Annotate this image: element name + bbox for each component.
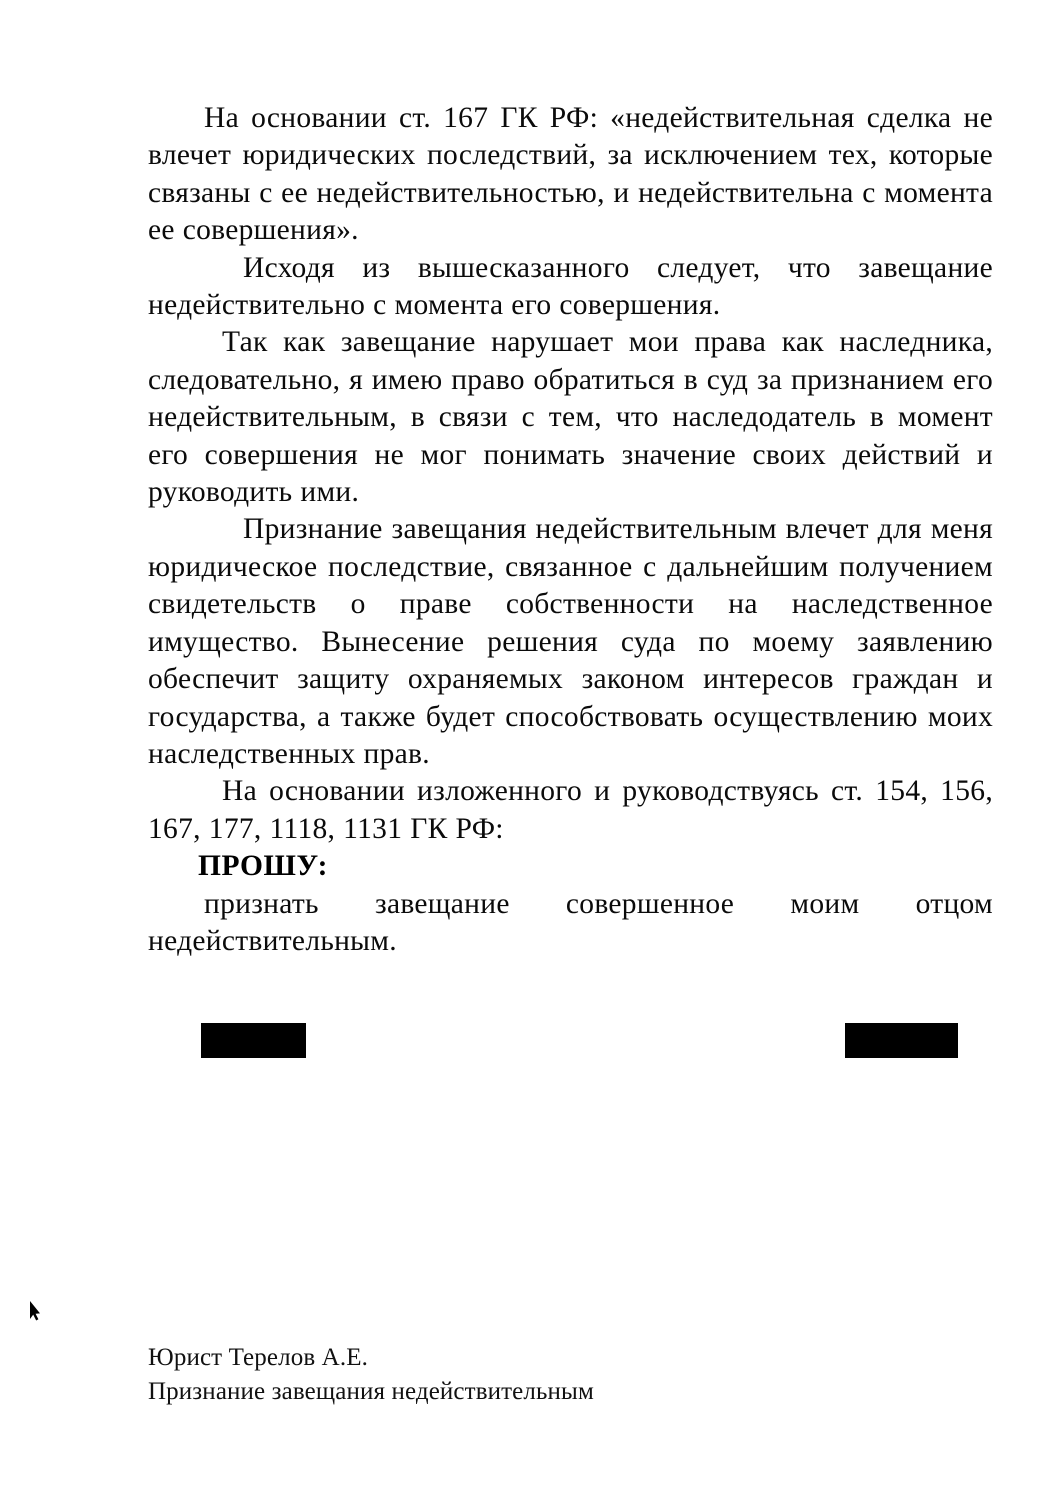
mouse-pointer-arrow-icon — [28, 1300, 42, 1322]
footer-author: Юрист Терелов А.Е. — [148, 1344, 368, 1371]
paragraph-statute-references: На основании изложенного и руководствуясь ст. 154, 156, 167, 177, 1118, 1131 ГК РФ: — [148, 775, 993, 845]
paragraph-rights-violation: Так как завещание нарушает мои права как наследника, следовательно, я имею право обратиться в суд за признанием его недействительным, в связи с тем, что наследодатель в момент его совершения не мог понимать значение своих действий и руководить ими. — [148, 326, 993, 509]
paragraph-request-body: признать завещание совершенное моим отцом недействительным. — [148, 887, 993, 957]
paragraph-legal-basis-167: На основании ст. 167 ГК РФ: «недействительная сделка не влечет юридических последствий, за исключением тех, которые связаны с ее недействительностью, и недействительна с момента ее совершения». — [148, 102, 993, 247]
footer-document-title: Признание завещания недействительным — [148, 1378, 594, 1405]
document-footer — [148, 1341, 848, 1409]
paragraph-conclusion-invalid-from-moment: Исходя из вышесказанного следует, что завещание недействительно с момента его совершения. — [148, 251, 993, 322]
heading-request: ПРОШУ: — [198, 850, 329, 883]
document-body — [148, 100, 993, 960]
paragraph-legal-consequences: Признание завещания недействительным влечет для меня юридическое последствие, связанное с дальнейшим получением свидетельств о праве собственности на наследственное имущество. Вынесение решения суда по моему заявлению обеспечит защиту охраняемых законом интересов граждан и государства, а также будет способствовать осуществлению моих наследственных прав. — [148, 513, 993, 770]
redaction-bar-right — [845, 1023, 958, 1058]
redaction-bar-left — [201, 1023, 306, 1058]
